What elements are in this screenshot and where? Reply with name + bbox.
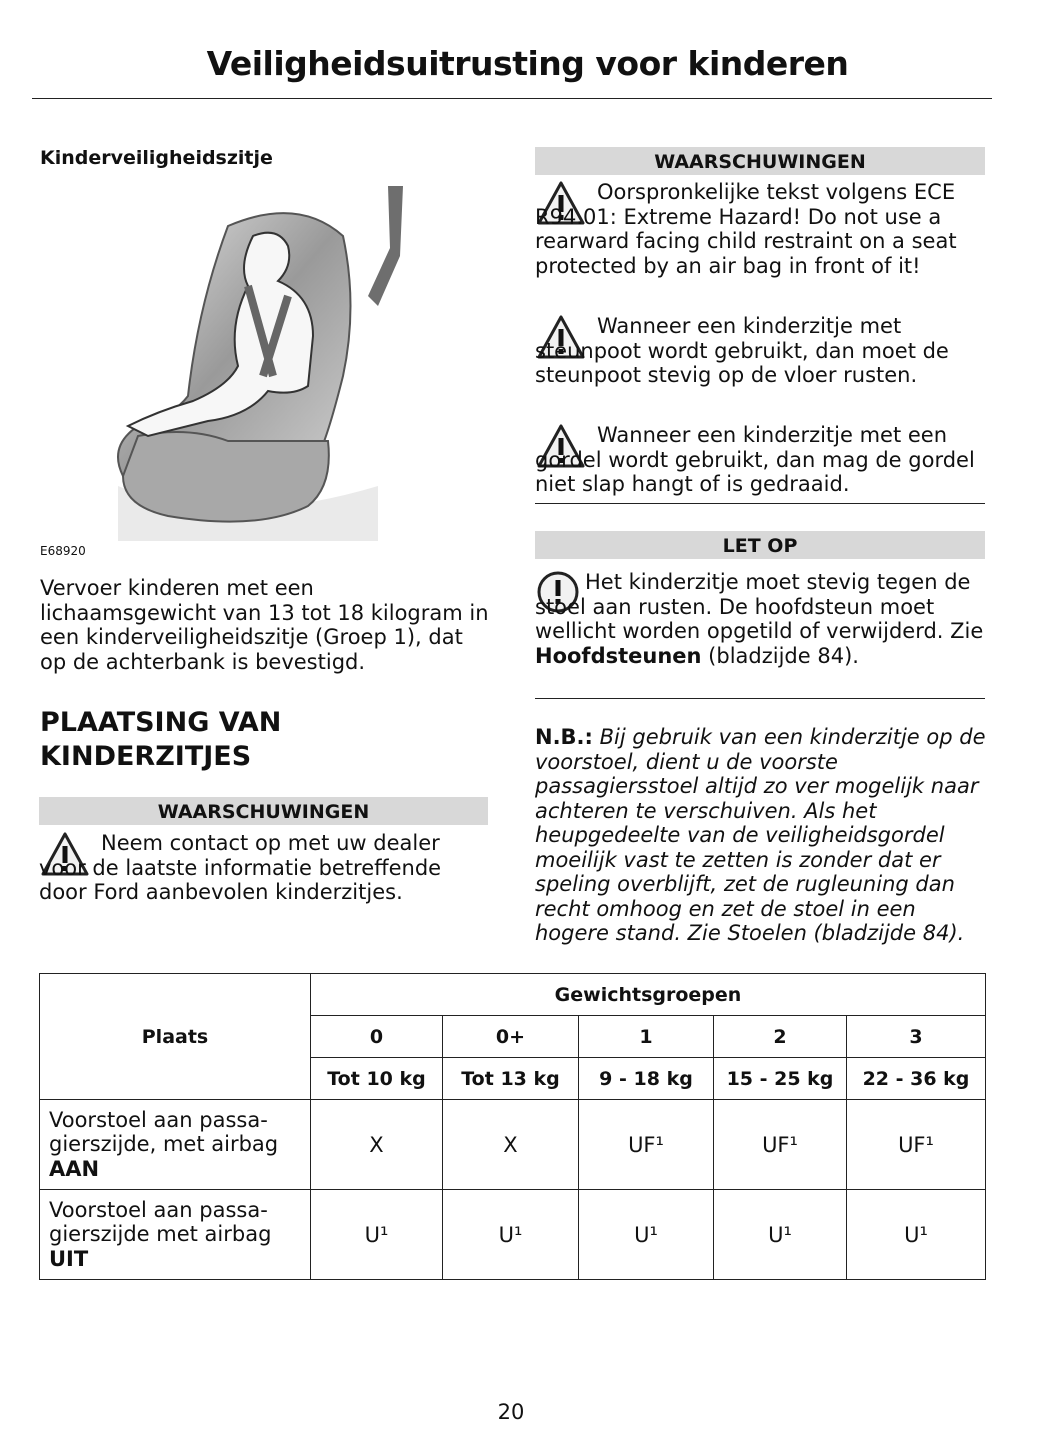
table-cell: U¹ — [579, 1190, 714, 1280]
warning-text-belt: Wanneer een kinderzitje met een gordel wordt gebruikt, dan mag de gordel niet slap hangt of is gedraaid. — [535, 423, 975, 496]
table-cell: U¹ — [714, 1190, 847, 1280]
note-label: N.B.: — [535, 725, 593, 749]
note-paragraph: N.B.: Bij gebruik van een kinderzitje op de voorstoel, dient u de voorste passagiersstoel altijd zo ver mogelijk naar achteren te verschuiven. Als het heupgedeelte van de veiligheidsgordel moeilijk vast te zetten is zonder dat er speling overblijft, zet de rugleuning dan recht omhoog en zet de stoel in een hogere stand. Zie Stoelen (bladzijde 84). — [535, 725, 986, 945]
group-cell: 3 — [847, 1016, 986, 1058]
table-cell: U¹ — [443, 1190, 579, 1280]
page-number: 20 — [497, 1400, 525, 1424]
child-seat-illustration — [78, 186, 408, 546]
table-cell: U¹ — [311, 1190, 443, 1280]
section-divider — [535, 698, 985, 699]
group-cell: 0+ — [443, 1016, 579, 1058]
section-divider — [535, 503, 985, 504]
table-cell: UF¹ — [579, 1100, 714, 1190]
cross-reference-link[interactable]: Hoofdsteunen — [535, 643, 702, 668]
table-cell: U¹ — [847, 1190, 986, 1280]
table-cell: UF¹ — [847, 1100, 986, 1190]
page-title: Veiligheidsuitrusting voor kinderen — [206, 44, 849, 83]
table-row — [40, 1190, 986, 1280]
table-cell: X — [311, 1100, 443, 1190]
group-cell: 1 — [579, 1016, 714, 1058]
table-row — [40, 1100, 986, 1190]
section-heading: PLAATSING VAN KINDERZITJES — [40, 707, 282, 772]
section-subheading: Kinderveiligheidszitje — [40, 147, 273, 169]
intro-paragraph: Vervoer kinderen met een lichaamsgewicht van 13 tot 18 kilogram in een kinderveiligheidszitje (Groep 1), dat op de achterbank is bevestigd. — [40, 576, 489, 674]
warnings-banner-right: WAARSCHUWINGEN — [535, 147, 985, 175]
row-label: Voorstoel aan passa-gierszijde met airbag UIT — [40, 1190, 311, 1280]
plaats-header: Plaats — [40, 974, 311, 1100]
warning-text-airbag: Oorspronkelijke tekst volgens ECE R94.01: Extreme Hazard! Do not use a rearward facing child restraint on a seat protected by an air bag in front of it! — [535, 180, 957, 278]
table-cell: X — [443, 1100, 579, 1190]
table-cell: UF¹ — [714, 1100, 847, 1190]
weight-cell: 15 - 25 kg — [714, 1058, 847, 1100]
warning-text-dealer: Neem contact op met uw dealer voor de laatste informatie betreffende door Ford aanbevolen kinderzitjes. — [39, 831, 442, 904]
row-label: Voorstoel aan passa-gierszijde, met airbag AAN — [40, 1100, 311, 1190]
group-cell: 2 — [714, 1016, 847, 1058]
caution-banner: LET OP — [535, 531, 985, 559]
caution-text: Het kinderzitje moet stevig tegen de stoel aan rusten. De hoofdsteun moet wellicht worden opgetild of verwijderd. Zie Hoofdsteunen (bladzijde 84). — [535, 570, 984, 668]
weight-cell: Tot 13 kg — [443, 1058, 579, 1100]
weight-cell: 22 - 36 kg — [847, 1058, 986, 1100]
warning-text-support-leg: Wanneer een kinderzitje met steunpoot wordt gebruikt, dan moet de steunpoot stevig op de vloer rusten. — [535, 314, 949, 387]
figure-code: E68920 — [40, 544, 86, 558]
weight-cell: Tot 10 kg — [311, 1058, 443, 1100]
weight-cell: 9 - 18 kg — [579, 1058, 714, 1100]
title-divider — [32, 98, 992, 99]
gewichtsgroepen-header: Gewichtsgroepen — [311, 974, 986, 1016]
warnings-banner-left: WAARSCHUWINGEN — [39, 797, 488, 825]
group-cell: 0 — [311, 1016, 443, 1058]
seat-weight-table — [39, 973, 986, 1280]
